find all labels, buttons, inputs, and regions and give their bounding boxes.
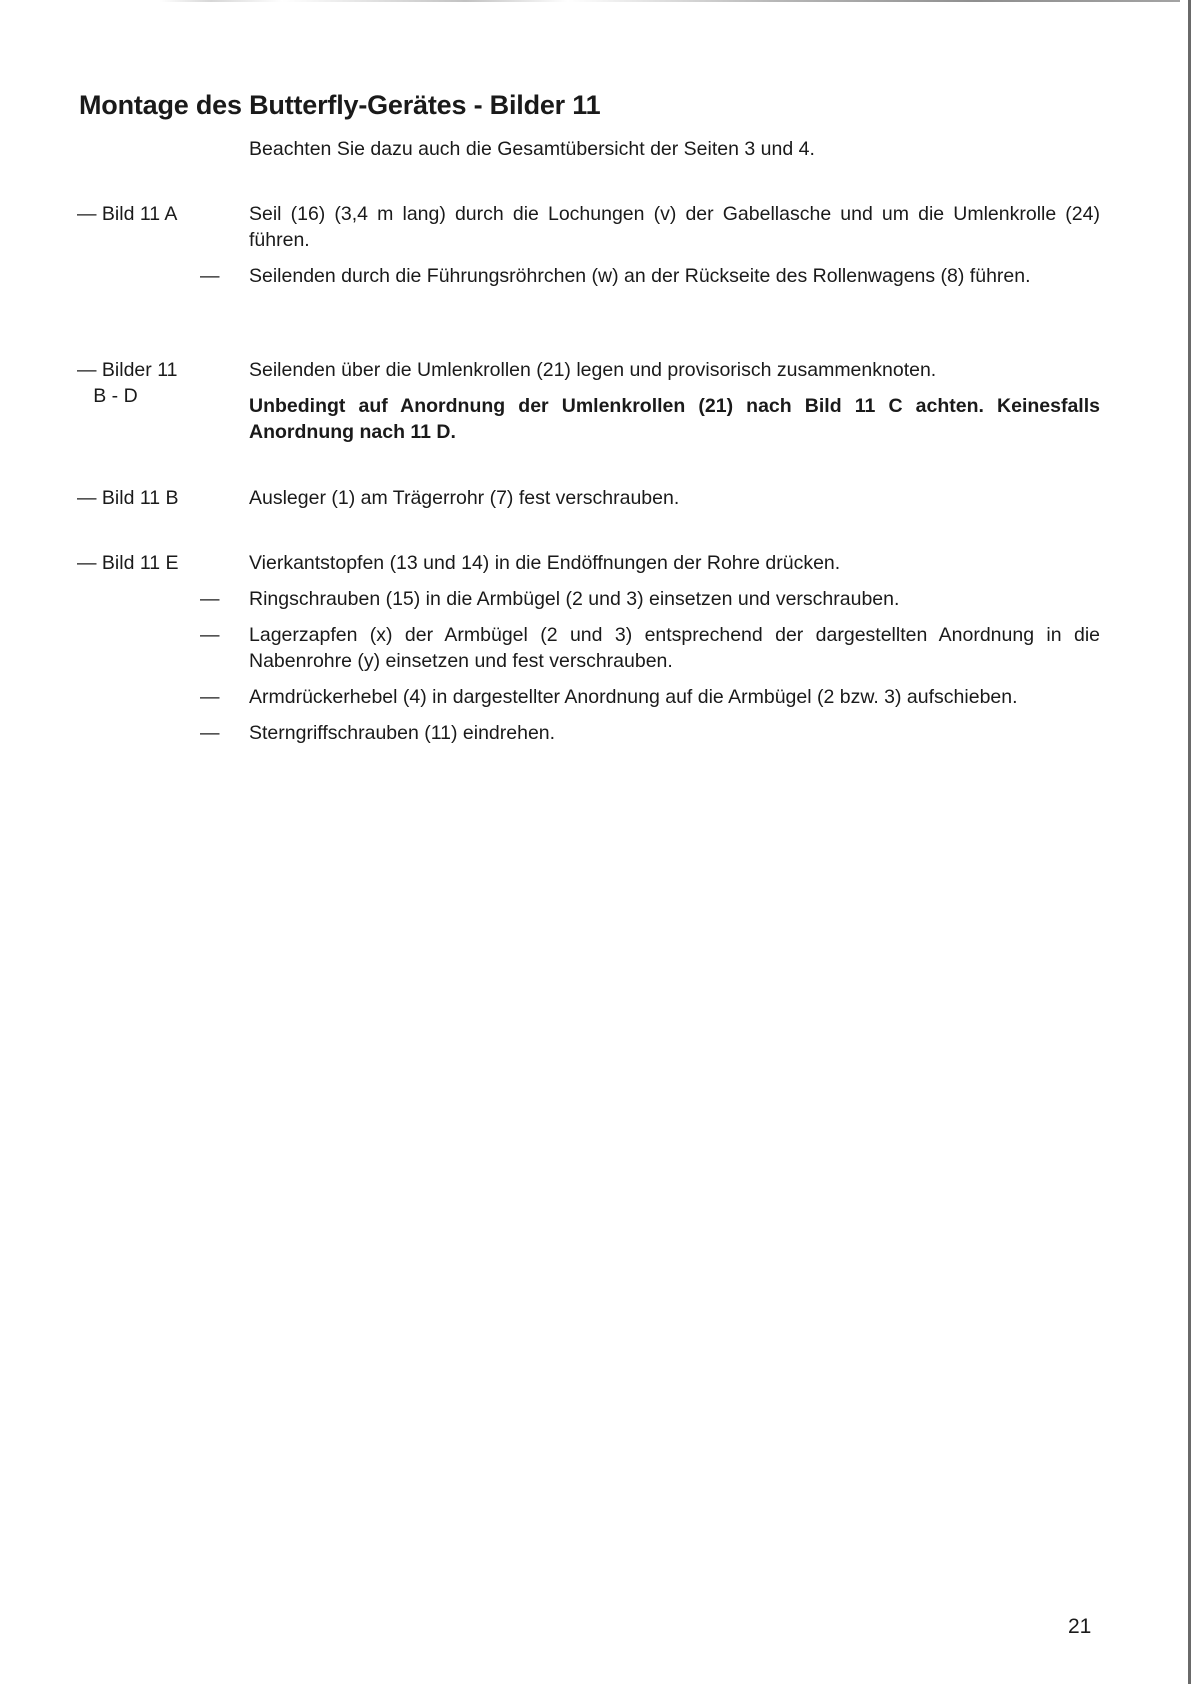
figure-reference-label: — Bilder 11 B - D [77,359,178,407]
section-content [200,201,1100,299]
section-content [249,485,1100,521]
figure-reference-label: — Bild 11 B [77,487,179,509]
list-dash: — [200,722,220,744]
figure-reference-label: — Bild 11 A [77,203,178,225]
instruction-text: Seilenden über die Umlenkrollen (21) legen und provisorisch zusammenknoten. [249,359,937,381]
figure-reference-label: — Bild 11 E [77,552,179,574]
instruction-paragraph [200,684,1100,710]
list-dash: — [200,588,220,610]
instruction-paragraph [200,263,1100,289]
list-dash: — [200,624,220,646]
instruction-paragraph [200,720,1100,746]
section-content [200,550,1100,756]
instruction-text: Vierkantstopfen (13 und 14) in die Endöffnungen der Rohre drücken. [249,552,841,574]
instruction-text: Ringschrauben (15) in die Armbügel (2 und 3) einsetzen und verschrauben. [249,588,900,610]
instruction-paragraph [249,550,1100,576]
intro-text: Beachten Sie dazu auch die Gesamtübersicht der Seiten 3 und 4. [249,138,815,160]
page-number: 21 [1068,1615,1092,1638]
instruction-text: Seilenden durch die Führungsröhrchen (w) an der Rückseite des Rollenwagens (8) führen. [249,265,1031,287]
instruction-text: Seil (16) (3,4 m lang) durch die Lochungen (v) der Gabellasche und um die Umlenkrolle (24) führen. [249,203,1100,251]
scan-top-edge [160,0,1180,2]
page-title: Montage des Butterfly-Gerätes - Bilder 11 [79,90,601,120]
warning-paragraph [249,393,1100,445]
list-dash: — [200,686,220,708]
instruction-paragraph [249,357,1100,383]
instruction-text: Sterngriffschrauben (11) eindrehen. [249,722,556,744]
instruction-text: Armdrückerhebel (4) in dargestellter Anordnung auf die Armbügel (2 bzw. 3) aufschieben. [249,686,1018,708]
list-dash: — [200,265,220,287]
instruction-paragraph [200,586,1100,612]
instruction-text: Ausleger (1) am Trägerrohr (7) fest verschrauben. [249,487,680,509]
warning-text: Unbedingt auf Anordnung der Umlenkrollen (21) nach Bild 11 C achten. Keinesfalls Anordnung nach 11 D. [249,395,1100,443]
instruction-text: Lagerzapfen (x) der Armbügel (2 und 3) entsprechend der dargestellten Anordnung in die Nabenrohre (y) einsetzen und fest verschrauben. [249,624,1100,672]
instruction-paragraph [249,201,1100,253]
section-content [249,357,1100,455]
instruction-paragraph [200,622,1100,674]
instruction-paragraph [249,485,1100,511]
